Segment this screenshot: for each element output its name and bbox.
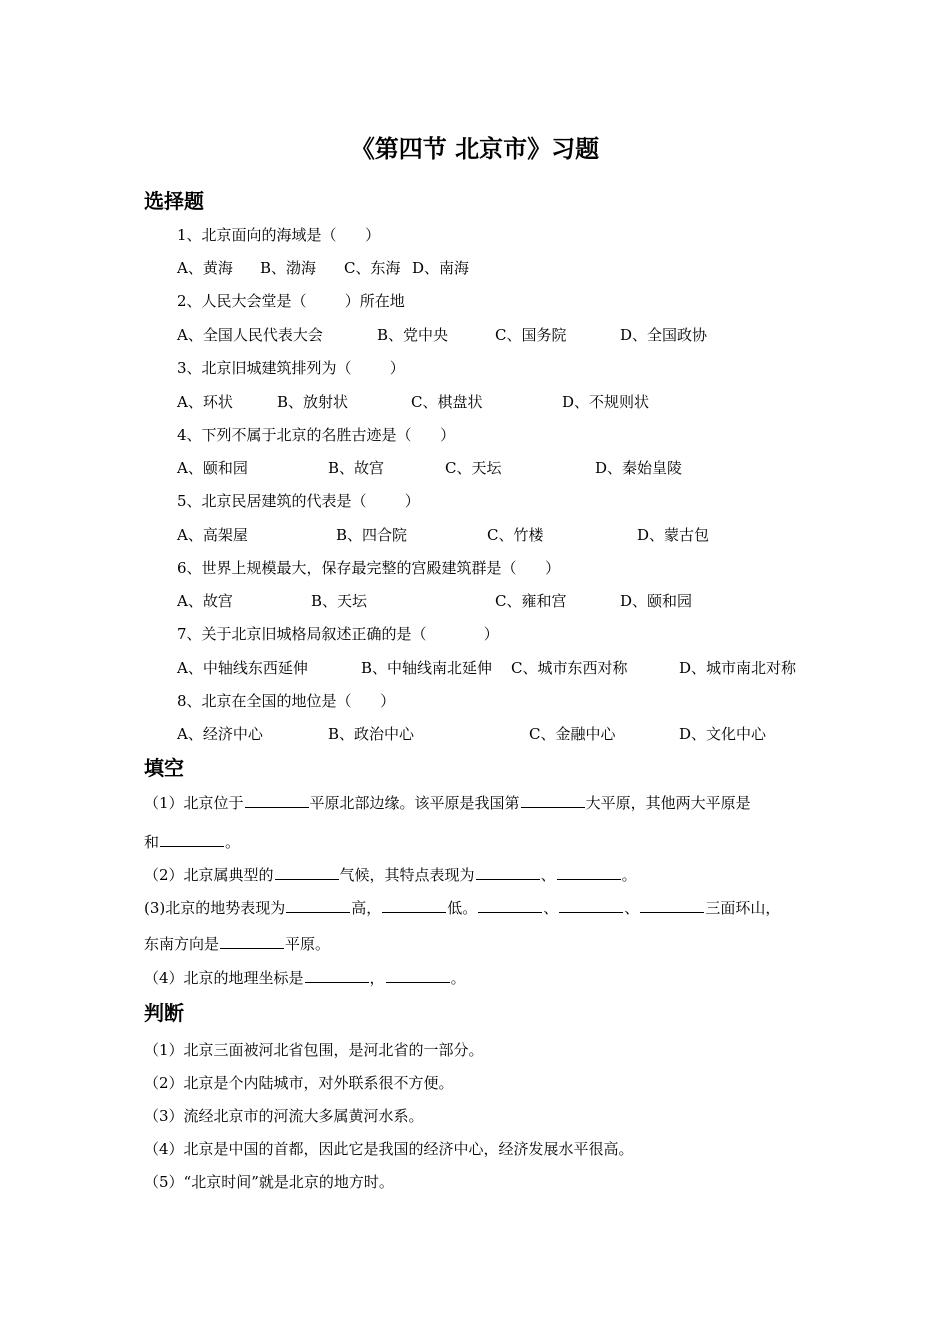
option-4a: A、颐和园: [177, 459, 248, 477]
option-1b: B、渤海: [260, 259, 317, 277]
option-2d: D、全国政协: [620, 326, 708, 344]
fill-text: 气候，其特点表现为: [339, 866, 475, 884]
fill-question-2: [144, 865, 637, 885]
option-7b: B、中轴线南北延伸: [361, 659, 493, 677]
judge-item-3: （3）流经北京市的河流大多属黄河水系。: [144, 1107, 424, 1125]
section-heading-choice: 选择题: [144, 189, 204, 213]
option-8d: D、文化中心: [679, 725, 767, 743]
answer-blank[interactable]: [559, 898, 623, 913]
option-7a: A、中轴线东西延伸: [177, 659, 308, 677]
fill-text: 。: [450, 969, 466, 987]
fill-text: 。: [621, 866, 637, 884]
option-6a: A、故宫: [177, 592, 233, 610]
option-3c: C、棋盘状: [411, 393, 483, 411]
answer-blank[interactable]: [478, 898, 542, 913]
fill-text: 东南方向是: [144, 935, 220, 953]
option-8c: C、金融中心: [529, 725, 616, 743]
option-1d: D、南海: [412, 259, 470, 277]
fill-text: 和: [144, 833, 160, 851]
question-4: 4、下列不属于北京的名胜古迹是（ ）: [177, 426, 456, 444]
answer-blank[interactable]: [386, 968, 450, 983]
question-1: 1、北京面向的海域是（ ）: [177, 226, 381, 244]
answer-blank[interactable]: [557, 865, 621, 880]
fill-question-1: [144, 793, 751, 813]
option-4b: B、故宫: [328, 459, 385, 477]
judge-item-2: （2）北京是个内陆城市，对外联系很不方便。: [144, 1074, 454, 1092]
option-5d: D、蒙古包: [637, 526, 710, 544]
fill-text: 高，: [351, 899, 382, 917]
fill-question-3-cont: [144, 934, 330, 954]
option-5c: C、竹楼: [487, 526, 544, 544]
option-5a: A、高架屋: [177, 526, 248, 544]
answer-blank[interactable]: [286, 898, 350, 913]
document-title: 《第四节 北京市》习题: [350, 135, 600, 163]
answer-blank[interactable]: [521, 793, 585, 808]
option-3a: A、环状: [177, 393, 233, 411]
fill-text: （1）北京位于: [144, 794, 244, 812]
option-6c: C、雍和宫: [495, 592, 567, 610]
section-heading-fill: 填空: [144, 756, 184, 780]
fill-text: (3)北京的地势表现为: [144, 899, 286, 917]
question-5: 5、北京民居建筑的代表是（ ）: [177, 492, 420, 510]
question-8: 8、北京在全国的地位是（ ）: [177, 692, 396, 710]
fill-text: 平原。: [285, 935, 331, 953]
fill-text: （4）北京的地理坐标是: [144, 969, 304, 987]
fill-text: 、: [540, 866, 556, 884]
option-2b: B、党中央: [377, 326, 449, 344]
option-4d: D、秦始皇陵: [595, 459, 683, 477]
judge-item-5: （5）“北京时间”就是北京的地方时。: [144, 1173, 394, 1191]
option-8a: A、经济中心: [177, 725, 263, 743]
option-3b: B、放射状: [277, 393, 349, 411]
fill-question-3: [144, 898, 780, 918]
option-7d: D、城市南北对称: [679, 659, 797, 677]
fill-text: 大平原，其他两大平原是: [585, 794, 751, 812]
fill-question-4: [144, 968, 466, 988]
option-2c: C、国务院: [495, 326, 567, 344]
option-3d: D、不规则状: [562, 393, 650, 411]
question-7: 7、关于北京旧城格局叙述正确的是（ ）: [177, 625, 499, 643]
fill-text: 平原北部边缘。该平原是我国第: [309, 794, 520, 812]
fill-text: 、: [624, 899, 640, 917]
fill-text: 低。: [447, 899, 478, 917]
answer-blank[interactable]: [275, 865, 339, 880]
option-2a: A、全国人民代表大会: [177, 326, 323, 344]
answer-blank[interactable]: [220, 934, 284, 949]
option-7c: C、城市东西对称: [511, 659, 628, 677]
option-5b: B、四合院: [336, 526, 408, 544]
section-heading-judge: 判断: [144, 1001, 184, 1025]
answer-blank[interactable]: [640, 898, 704, 913]
question-2: 2、人民大会堂是（ ）所在地: [177, 292, 405, 310]
fill-text: 三面环山，: [705, 899, 781, 917]
answer-blank[interactable]: [382, 898, 446, 913]
option-4c: C、天坛: [445, 459, 502, 477]
question-6: 6、世界上规模最大，保存最完整的宫殿建筑群是（ ）: [177, 559, 561, 577]
option-8b: B、政治中心: [328, 725, 415, 743]
answer-blank[interactable]: [305, 968, 369, 983]
option-6b: B、天坛: [311, 592, 368, 610]
fill-question-1-cont: [144, 832, 240, 852]
fill-text: 、: [543, 899, 559, 917]
option-6d: D、颐和园: [620, 592, 693, 610]
fill-text: ，: [369, 969, 385, 987]
answer-blank[interactable]: [160, 832, 224, 847]
answer-blank[interactable]: [476, 865, 540, 880]
answer-blank[interactable]: [245, 793, 309, 808]
fill-text: 。: [225, 833, 241, 851]
option-1a: A、黄海: [177, 259, 233, 277]
judge-item-1: （1）北京三面被河北省包围，是河北省的一部分。: [144, 1041, 484, 1059]
judge-item-4: （4）北京是中国的首都，因此它是我国的经济中心，经济发展水平很高。: [144, 1140, 634, 1158]
fill-text: （2）北京属典型的: [144, 866, 274, 884]
option-1c: C、东海: [344, 259, 401, 277]
question-3: 3、北京旧城建筑排列为（ ）: [177, 359, 405, 377]
